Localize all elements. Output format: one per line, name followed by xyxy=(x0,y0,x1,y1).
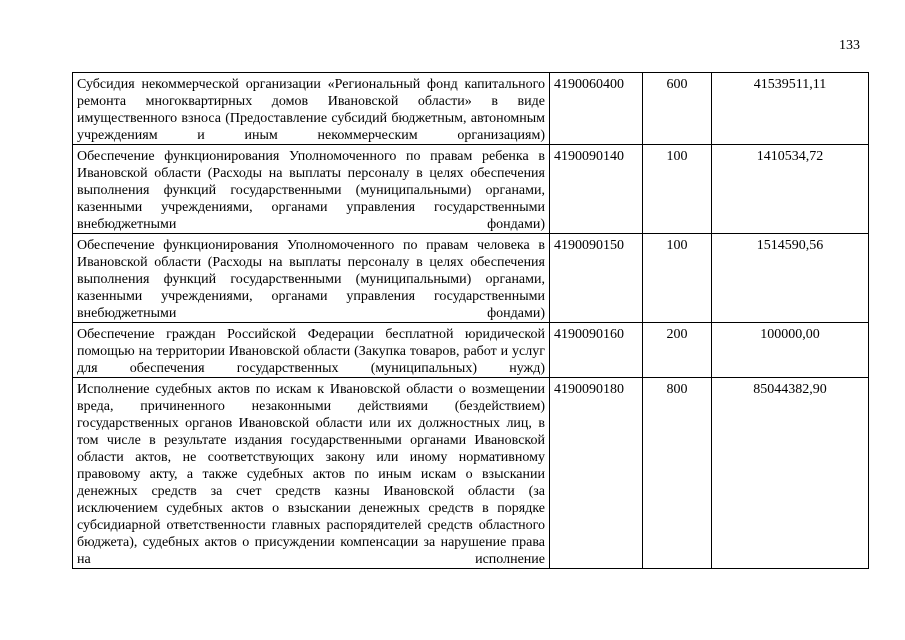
row-amount: 41539511,11 xyxy=(712,73,869,145)
table-row xyxy=(73,145,869,234)
budget-table xyxy=(72,72,869,569)
row-amount: 100000,00 xyxy=(712,323,869,378)
row-code: 4190090140 xyxy=(550,145,643,234)
table-row xyxy=(73,323,869,378)
table-row xyxy=(73,73,869,145)
row-code: 4190060400 xyxy=(550,73,643,145)
row-description: Исполнение судебных актов по искам к Ивановской области о возмещении вреда, причиненного незаконными действиями (бездействием) государственных органов Ивановской области или их должностных лиц, в том числе в результате издания государственными органами Ивановской области актов, не соответствующих закону или иному нормативному правовому акту, а также судебных актов по иным искам о взыскании денежных средств за счет средств казны Ивановской области (за исключением судебных актов о взыскании денежных средств в порядке субсидиарной ответственности главных распорядителей средств областного бюджета), судебных актов о присуждении компенсации за нарушение права на исполнение xyxy=(73,378,550,569)
row-description: Обеспечение функционирования Уполномоченного по правам ребенка в Ивановской области (Расходы на выплаты персоналу в целях обеспечения выполнения функций государственными (муниципальными) органами, казенными учреждениями, органами управления государственными внебюджетными фондами) xyxy=(73,145,550,234)
table-row xyxy=(73,378,869,569)
row-expense-type: 800 xyxy=(643,378,712,569)
row-expense-type: 200 xyxy=(643,323,712,378)
row-amount: 1410534,72 xyxy=(712,145,869,234)
row-description: Обеспечение функционирования Уполномоченного по правам человека в Ивановской области (Расходы на выплаты персоналу в целях обеспечения выполнения функций государственными (муниципальными) органами, казенными учреждениями, органами управления государственными внебюджетными фондами) xyxy=(73,234,550,323)
row-expense-type: 600 xyxy=(643,73,712,145)
row-description: Субсидия некоммерческой организации «Региональный фонд капитального ремонта многоквартирных домов Ивановской области» в виде имущественного взноса (Предоставление субсидий бюджетным, автономным учреждениям и иным некоммерческим организациям) xyxy=(73,73,550,145)
table-row xyxy=(73,234,869,323)
row-amount: 85044382,90 xyxy=(712,378,869,569)
row-expense-type: 100 xyxy=(643,234,712,323)
row-code: 4190090160 xyxy=(550,323,643,378)
row-code: 4190090180 xyxy=(550,378,643,569)
row-code: 4190090150 xyxy=(550,234,643,323)
row-expense-type: 100 xyxy=(643,145,712,234)
page-number: 133 xyxy=(839,38,860,53)
row-amount: 1514590,56 xyxy=(712,234,869,323)
row-description: Обеспечение граждан Российской Федерации бесплатной юридической помощью на территории Ивановской области (Закупка товаров, работ и услуг для обеспечения государственных (муниципальных) нужд) xyxy=(73,323,550,378)
